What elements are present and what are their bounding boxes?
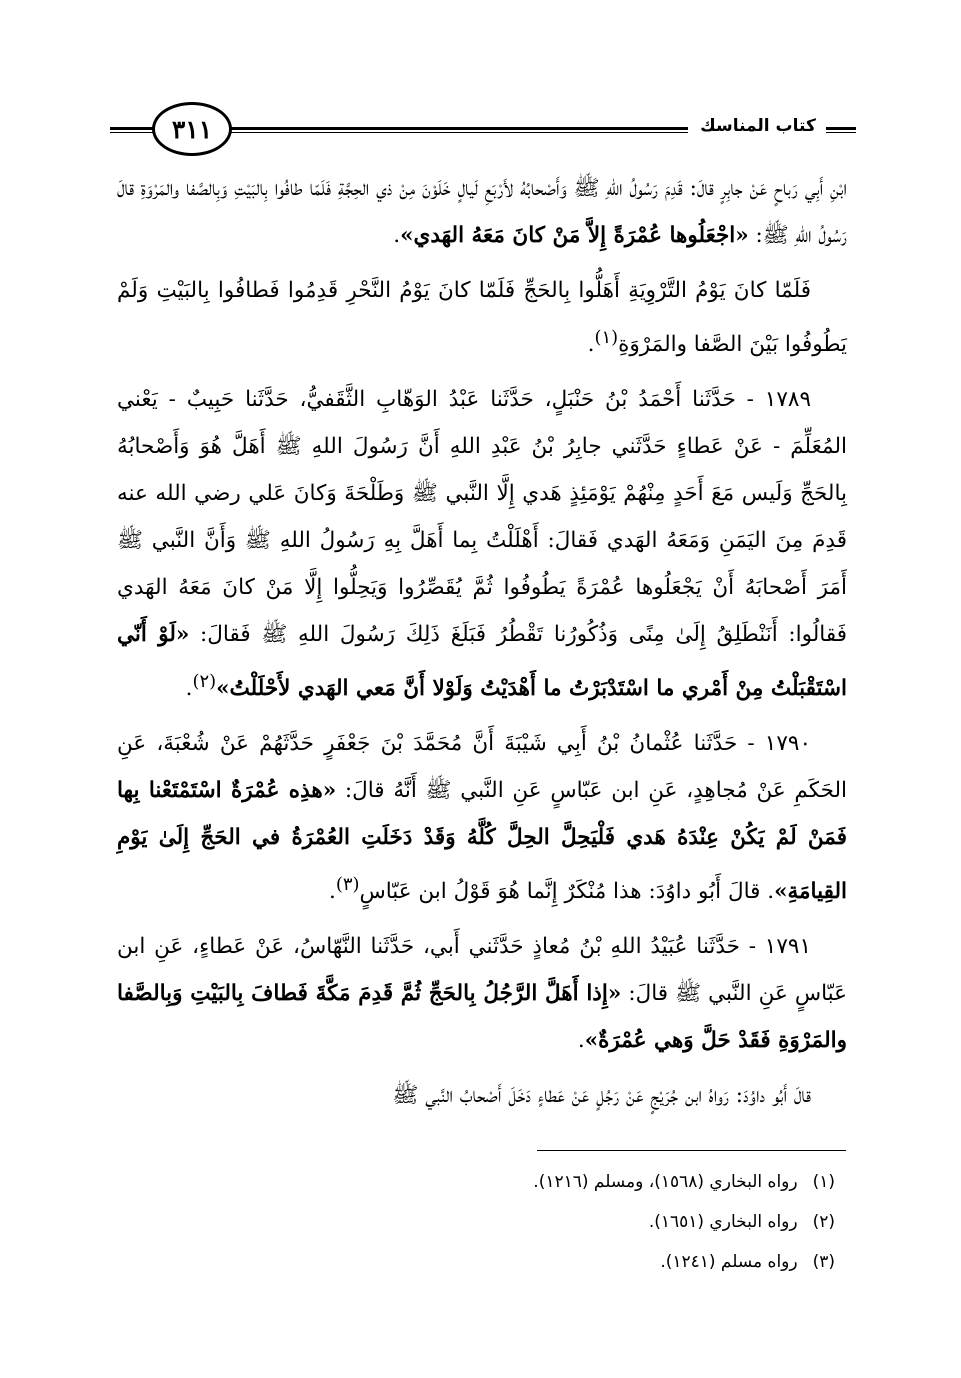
hadith-text: «إِذا أَهَلَّ الرَّجُلُ بِالحَجِّ ثُمَّ قَدِمَ مَكَّةَ فَطافَ بِالبَيْتِ وَبِالصَّفا والمَرْوَةِ فَقَدْ حَلَّ وَهي عُمْرَةٌ» bbox=[117, 981, 847, 1054]
paragraph: فَلَمّا كانَ يَوْمُ التَّرْوِيَةِ أَهَلُّوا بِالحَجِّ فَلَمّا كانَ يَوْمُ النَّحْرِ قَدِمُوا فَطافُوا بِالبَيْتِ وَلَمْ يَطُوفُوا بَيْنَ الصَّفا والمَرْوَةِ$^{(١)}$. bbox=[117, 278, 847, 358]
paragraph-hadith-1791 bbox=[117, 923, 847, 1064]
footnote-number: (١) bbox=[812, 1172, 835, 1192]
paragraph bbox=[117, 165, 847, 259]
footnote-ref[interactable]: (١) bbox=[594, 327, 619, 348]
punctuation: . bbox=[393, 223, 401, 248]
footnote-item bbox=[117, 1242, 847, 1282]
narration-text: ابْنِ أَبِي رَباحٍ عَنْ جابِرٍ قالَ: قَدِمَ رَسُولُ اللهِ ﷺ وَأَصْحابُهُ لأَرْبَعِ لَيالٍ خَلَوْنَ مِنْ ذي الحِجَّةِ فَلَمّا طافُوا بِالبَيْتِ وَبِالصَّفا والمَرْوَةِ قالَ رَسُولُ اللهِ ﷺ: bbox=[117, 176, 847, 248]
book-title: كتاب المناسك bbox=[700, 116, 816, 136]
header-rule-middle bbox=[230, 127, 688, 133]
footnote-number: (٣) bbox=[812, 1252, 835, 1272]
hadith-text: «هذِه عُمْرَةٌ اسْتَمْتَعْنا بِها فَمَنْ لَمْ يَكُنْ عِنْدَهُ هَدي فَلْيَحِلَّ الحِلَّ كُلَّهُ وَقَدْ دَخَلَتِ العُمْرَةُ في الحَجِّ إِلَىٰ يَوْمِ القِيامَةِ» bbox=[117, 778, 847, 905]
footnote-text: رواه البخاري (١٥٦٨)، ومسلم (١٢١٦). bbox=[533, 1172, 798, 1192]
narration-text: ١٧٩٠ - حَدَّثَنا عُثْمانُ بْنُ أَبِي شَيْبَةَ أَنَّ مُحَمَّدَ بْنَ جَعْفَرٍ حَدَّثَهُمْ عَنْ شُعْبَةَ، عَنِ الحَكَمِ عَنْ مُجاهِدٍ، عَنِ ابن عَبّاسٍ عَنِ النَّبي ﷺ أَنَّهُ قالَ: bbox=[117, 731, 847, 804]
paragraph bbox=[117, 1072, 847, 1119]
narration-text: ١٧٩١ - حَدَّثَنا عُبَيْدُ اللهِ بْنُ مُعاذٍ حَدَّثَني أَبي، حَدَّثَنا النَّهّاسُ، عَنْ عَطاءٍ، عَنِ ابن عَبّاسٍ عَنِ النَّبي ﷺ قالَ: bbox=[117, 934, 847, 1007]
footnote-ref[interactable]: (٢) bbox=[192, 671, 217, 693]
header-rule-right bbox=[826, 127, 856, 133]
footnotes bbox=[117, 1162, 847, 1282]
narration-text: ١٧٨٩ - حَدَّثَنا أَحْمَدُ بْنُ حَنْبَلٍ، حَدَّثَنا عَبْدُ الوَهّابِ الثَّقَفيُّ، حَدَّثَنا حَبِيبٌ - يَعْني المُعَلِّمَ - عَنْ عَطاءٍ حَدَّثَني جابِرُ بْنُ عَبْدِ اللهِ أَنَّ رَسُولَ اللهِ ﷺ أَهَلَّ هُوَ وَأَصْحابُهُ بِالحَجِّ وَلَيس مَعَ أَحَدٍ مِنْهُمْ يَوْمَئِذٍ هَدي إِلَّا النَّبي ﷺ وَطَلْحَةَ وَكانَ عَلي رضي الله عنه قَدِمَ مِنَ اليَمَنِ وَمَعَهُ الهَدي فَقالَ: أَهْلَلْتُ بِما أَهَلَّ بِهِ رَسُولُ اللهِ ﷺ وَأَنَّ النَّبي ﷺ أَمَرَ أَصْحابَهُ أَنْ يَجْعَلُوها عُمْرَةً يَطُوفُوا ثُمَّ يُقَصِّرُوا وَيَحِلُّوا إِلَّا مَنْ كانَ مَعَهُ الهَدي فَقالُوا: أَنَنْطَلِقُ إِلَىٰ مِنًى وَذُكُورُنا تَقْطُرُ فَبَلَغَ ذَلِكَ رَسُولَ اللهِ ﷺ فَقالَ: bbox=[117, 387, 847, 648]
narration-text: . قالَ أَبُو داوُدَ: هذا مُنْكَرٌ إِنَّما هُوَ قَوْلُ ابن عَبّاسٍ bbox=[359, 879, 775, 905]
footnote-item bbox=[117, 1202, 847, 1242]
footnote-number: (٢) bbox=[812, 1212, 835, 1232]
narration-text: قالَ أَبُو داوُدَ: رَواهُ ابن جُرَيْجٍ عَنْ رَجُلٍ عَنْ عَطاءٍ دَخَلَ أَصْحابُ النَّبي ﷺ bbox=[392, 1083, 811, 1109]
header-rule-left bbox=[110, 127, 154, 133]
footnote-text: رواه البخاري (١٦٥١). bbox=[648, 1212, 798, 1232]
main-text bbox=[117, 165, 847, 1127]
paragraph-hadith-1790: ١٧٩٠ - حَدَّثَنا عُثْمانُ بْنُ أَبِي شَيْبَةَ أَنَّ مُحَمَّدَ بْنَ جَعْفَرٍ حَدَّثَهُمْ عَنْ شُعْبَةَ، عَنِ الحَكَمِ عَنْ مُجاهِدٍ، عَنِ ابن عَبّاسٍ عَنِ النَّبي ﷺ أَنَّهُ قالَ: «هذِه عُمْرَةٌ اسْتَمْتَعْنا بِها فَمَنْ لَمْ يَكُنْ عِنْدَهُ هَدي فَلْيَحِلَّ الحِلَّ كُلَّهُ وَقَدْ دَخَلَتِ العُمْرَةُ في الحَجِّ إِلَىٰ يَوْمِ القِيامَةِ». قالَ أَبُو داوُدَ: هذا مُنْكَرٌ إِنَّما هُوَ قَوْلُ ابن عَبّاسٍ$^{(٣)}$. bbox=[117, 731, 847, 905]
footnote-text: رواه مسلم (١٢٤١). bbox=[660, 1252, 798, 1272]
hadith-text: «اجْعَلُوها عُمْرَةً إِلاَّ مَنْ كانَ مَعَهُ الهَدي» bbox=[400, 223, 749, 248]
paragraph-hadith-1789: ١٧٨٩ - حَدَّثَنا أَحْمَدُ بْنُ حَنْبَلٍ، حَدَّثَنا عَبْدُ الوَهّابِ الثَّقَفيُّ، حَدَّثَنا حَبِيبٌ - يَعْني المُعَلِّمَ - عَنْ عَطاءٍ حَدَّثَني جابِرُ بْنُ عَبْدِ اللهِ أَنَّ رَسُولَ اللهِ ﷺ أَهَلَّ هُوَ وَأَصْحابُهُ بِالحَجِّ وَلَيس مَعَ أَحَدٍ مِنْهُمْ يَوْمَئِذٍ هَدي إِلَّا النَّبي ﷺ وَطَلْحَةَ وَكانَ عَلي رضي الله عنه قَدِمَ مِنَ اليَمَنِ وَمَعَهُ الهَدي فَقالَ: أَهْلَلْتُ بِما أَهَلَّ بِهِ رَسُولُ اللهِ ﷺ وَأَنَّ النَّبي ﷺ أَمَرَ أَصْحابَهُ أَنْ يَجْعَلُوها عُمْرَةً يَطُوفُوا ثُمَّ يُقَصِّرُوا وَيَحِلُّوا إِلَّا مَنْ كانَ مَعَهُ الهَدي فَقالُوا: أَنَنْطَلِقُ إِلَىٰ مِنًى وَذُكُورُنا تَقْطُرُ فَبَلَغَ ذَلِكَ رَسُولَ اللهِ ﷺ فَقالَ: «لَوْ أَنّي اسْتَقْبَلْتُ مِنْ أَمْري ما اسْتَدْبَرْتُ ما أَهْدَيْتُ وَلَوْلا أَنَّ مَعي الهَدي لأَحْلَلْتُ»$^{(٢)}$. bbox=[117, 387, 847, 702]
hadith-text: «لَوْ أَنّي اسْتَقْبَلْتُ مِنْ أَمْري ما اسْتَدْبَرْتُ ما أَهْدَيْتُ وَلَوْلا أَنَّ مَعي الهَدي لأَحْلَلْتُ» bbox=[117, 622, 847, 702]
page-number: ٣١١ bbox=[152, 102, 232, 156]
footnote-item bbox=[117, 1162, 847, 1202]
footnote-separator bbox=[537, 1150, 846, 1151]
page-header bbox=[110, 100, 850, 162]
punctuation: . bbox=[577, 1028, 585, 1054]
narration-text: فَلَمّا كانَ يَوْمُ التَّرْوِيَةِ أَهَلُّوا بِالحَجِّ فَلَمّا كانَ يَوْمُ النَّحْرِ قَدِمُوا فَطافُوا بِالبَيْتِ وَلَمْ يَطُوفُوا بَيْنَ الصَّفا والمَرْوَةِ bbox=[117, 278, 847, 358]
footnote-ref[interactable]: (٣) bbox=[335, 874, 360, 896]
